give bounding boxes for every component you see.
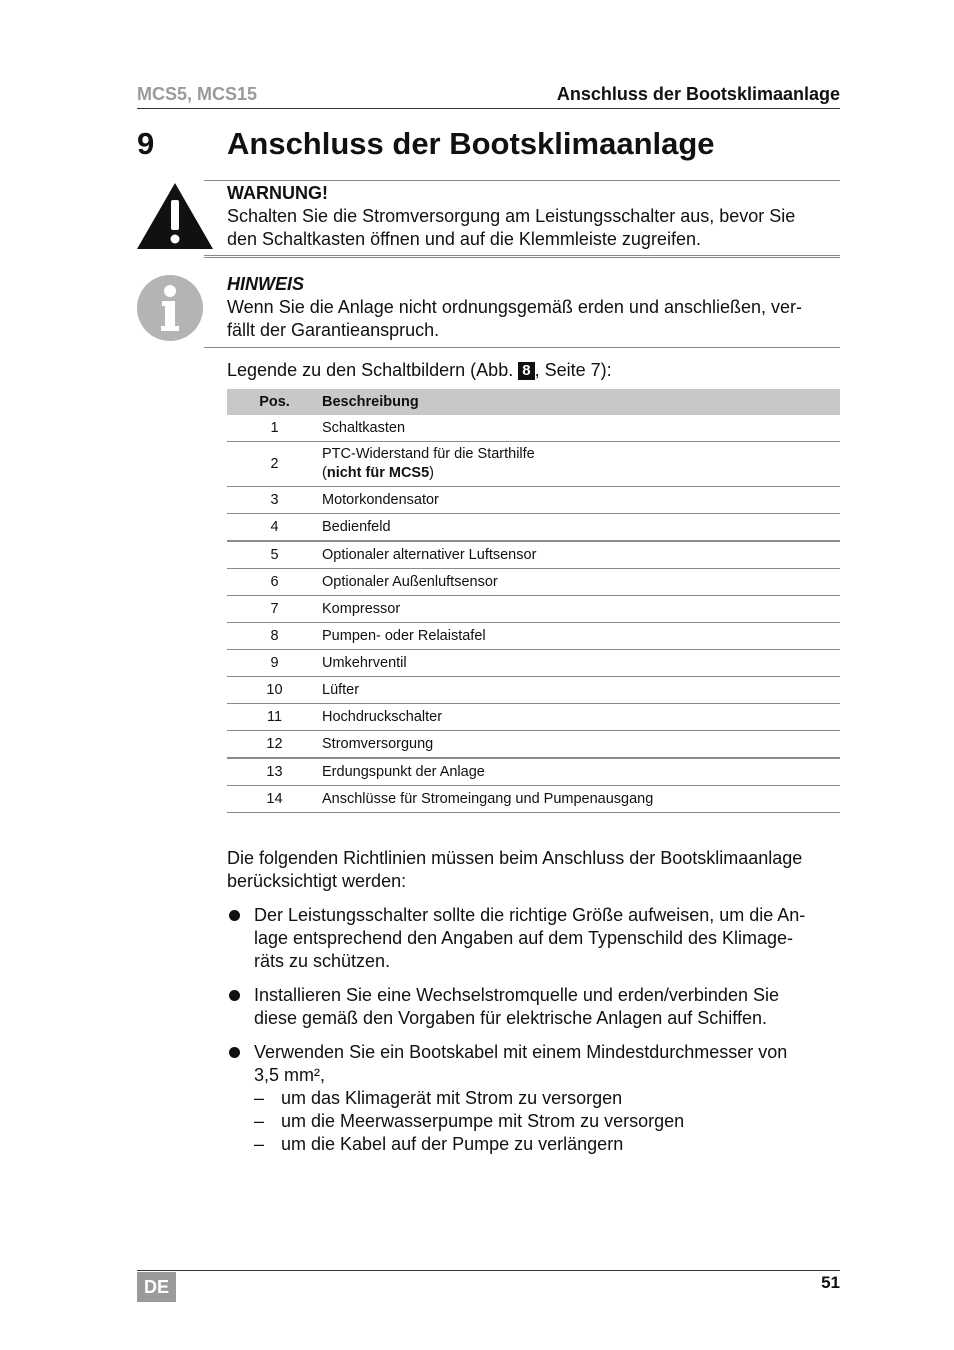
- legend-caption: [227, 359, 612, 382]
- table-row: [227, 650, 840, 677]
- list-item-line: Verwenden Sie ein Bootskabel mit einem Mindestdurchmesser von: [254, 1042, 788, 1062]
- cell-description: Kompressor: [322, 596, 840, 623]
- cell-description: Hochdruckschalter: [322, 704, 840, 731]
- column-header-description: Beschreibung: [322, 389, 840, 415]
- notice-bottom-rule: [204, 347, 840, 348]
- cell-description: Erdungspunkt der Anlage: [322, 758, 840, 786]
- header-divider: [137, 108, 840, 109]
- table-row: [227, 569, 840, 596]
- cell-pos: 4: [227, 514, 322, 542]
- cell-pos: 7: [227, 596, 322, 623]
- cell-pos: 12: [227, 731, 322, 759]
- bullet-icon: [229, 910, 240, 921]
- column-header-pos: Pos.: [227, 389, 322, 415]
- cell-pos: 9: [227, 650, 322, 677]
- legend-table: [227, 389, 840, 813]
- dash-marker: –: [254, 1111, 265, 1131]
- cell-description: Lüfter: [322, 677, 840, 704]
- cell-description: Anschlüsse für Stromeingang und Pumpenausgang: [322, 786, 840, 813]
- sub-list-item: [254, 1087, 847, 1110]
- cell-pos: 8: [227, 623, 322, 650]
- note-paren-close: ): [429, 465, 434, 481]
- notice-title: HINWEIS: [227, 274, 305, 294]
- bullet-icon: [229, 1047, 240, 1058]
- table-row: [227, 758, 840, 786]
- page-number: 51: [821, 1273, 840, 1292]
- table-row: [227, 731, 840, 759]
- cell-description: Optionaler Außenluftsensor: [322, 569, 840, 596]
- cell-pos: 6: [227, 569, 322, 596]
- legend-suffix: , Seite 7):: [534, 360, 612, 380]
- intro-paragraph: [227, 847, 847, 893]
- header-section-title: Anschluss der Bootsklimaanlage: [556, 84, 840, 104]
- table-row: [227, 786, 840, 813]
- sub-list-item-text: um die Kabel auf der Pumpe zu verlängern: [281, 1134, 624, 1154]
- language-badge: DE: [137, 1272, 176, 1302]
- table-row: [227, 514, 840, 542]
- warning-top-rule: [204, 180, 840, 181]
- table-row: [227, 596, 840, 623]
- notice-text-line: Wenn Sie die Anlage nicht ordnungsgemäß erden und anschließen, ver-: [227, 297, 803, 317]
- warning-title: WARNUNG!: [227, 183, 328, 203]
- sub-list-item: [254, 1133, 847, 1156]
- cell-description: Stromversorgung: [322, 731, 840, 759]
- warning-bottom-rule: [204, 255, 840, 259]
- cell-pos: 10: [227, 677, 322, 704]
- table-row: [227, 541, 840, 569]
- chapter-number: 9: [137, 126, 155, 161]
- list-item-line: räts zu schützen.: [254, 951, 391, 971]
- cell-description: [322, 442, 840, 487]
- list-item-line: diese gemäß den Vorgaben für elektrische Anlagen auf Schiffen.: [254, 1008, 768, 1028]
- cell-pos: 2: [227, 442, 322, 487]
- warning-triangle-icon: [136, 182, 214, 250]
- sub-list: [254, 1087, 847, 1156]
- info-circle-icon: [136, 274, 204, 342]
- warning-block: [227, 182, 847, 251]
- table-header-row: [227, 389, 840, 415]
- footer-divider: [137, 1270, 840, 1271]
- list-item: [227, 1041, 847, 1156]
- cell-pos: 13: [227, 758, 322, 786]
- table-row: [227, 704, 840, 731]
- intro-line: berücksichtigt werden:: [227, 871, 407, 891]
- list-item: [227, 904, 847, 973]
- notice-text-line: fällt der Garantieanspruch.: [227, 320, 440, 340]
- figure-reference: 8: [518, 362, 534, 380]
- sub-list-item-text: um das Klimagerät mit Strom zu versorgen: [281, 1088, 623, 1108]
- note-paren-open: (: [322, 465, 327, 481]
- sub-list-item: [254, 1110, 847, 1133]
- legend-prefix: Legende zu den Schaltbildern (Abb.: [227, 360, 514, 380]
- cell-description: Motorkondensator: [322, 487, 840, 514]
- notice-block: [227, 273, 847, 342]
- list-item-line: 3,5 mm²,: [254, 1065, 326, 1085]
- warning-text-line: Schalten Sie die Stromversorgung am Leistungsschalter aus, bevor Sie: [227, 206, 796, 226]
- list-item-line: Installieren Sie eine Wechselstromquelle und erden/verbinden Sie: [254, 985, 779, 1005]
- note-bold: nicht für MCS5: [326, 465, 430, 481]
- cell-description: Umkehrventil: [322, 650, 840, 677]
- intro-line: Die folgenden Richtlinien müssen beim Anschluss der Bootsklimaanlage: [227, 848, 803, 868]
- dash-marker: –: [254, 1134, 265, 1154]
- table-row: [227, 442, 840, 487]
- dash-marker: –: [254, 1088, 265, 1108]
- table-row: [227, 677, 840, 704]
- cell-pos: 5: [227, 541, 322, 569]
- bullet-icon: [229, 990, 240, 1001]
- table-row: [227, 623, 840, 650]
- list-item-line: lage entsprechend den Angaben auf dem Typenschild des Klimage-: [254, 928, 794, 948]
- table-row: [227, 487, 840, 514]
- list-item: [227, 984, 847, 1030]
- cell-pos: 14: [227, 786, 322, 813]
- cell-description-line: PTC-Widerstand für die Starthilfe: [322, 446, 535, 462]
- cell-description: Optionaler alternativer Luftsensor: [322, 541, 840, 569]
- sub-list-item-text: um die Meerwasserpumpe mit Strom zu versorgen: [281, 1111, 685, 1131]
- cell-description: Schaltkasten: [322, 415, 840, 442]
- warning-text-line: den Schaltkasten öffnen und auf die Klemmleiste zugreifen.: [227, 229, 701, 249]
- cell-description: Pumpen- oder Relaistafel: [322, 623, 840, 650]
- header-product: MCS5, MCS15: [137, 84, 258, 104]
- page-title: Anschluss der Bootsklimaanlage: [227, 126, 715, 161]
- cell-pos: 1: [227, 415, 322, 442]
- guideline-list: [227, 904, 847, 1167]
- cell-pos: 11: [227, 704, 322, 731]
- cell-pos: 3: [227, 487, 322, 514]
- list-item-line: Der Leistungsschalter sollte die richtige Größe aufweisen, um die An-: [254, 905, 806, 925]
- cell-description: Bedienfeld: [322, 514, 840, 542]
- table-row: [227, 415, 840, 442]
